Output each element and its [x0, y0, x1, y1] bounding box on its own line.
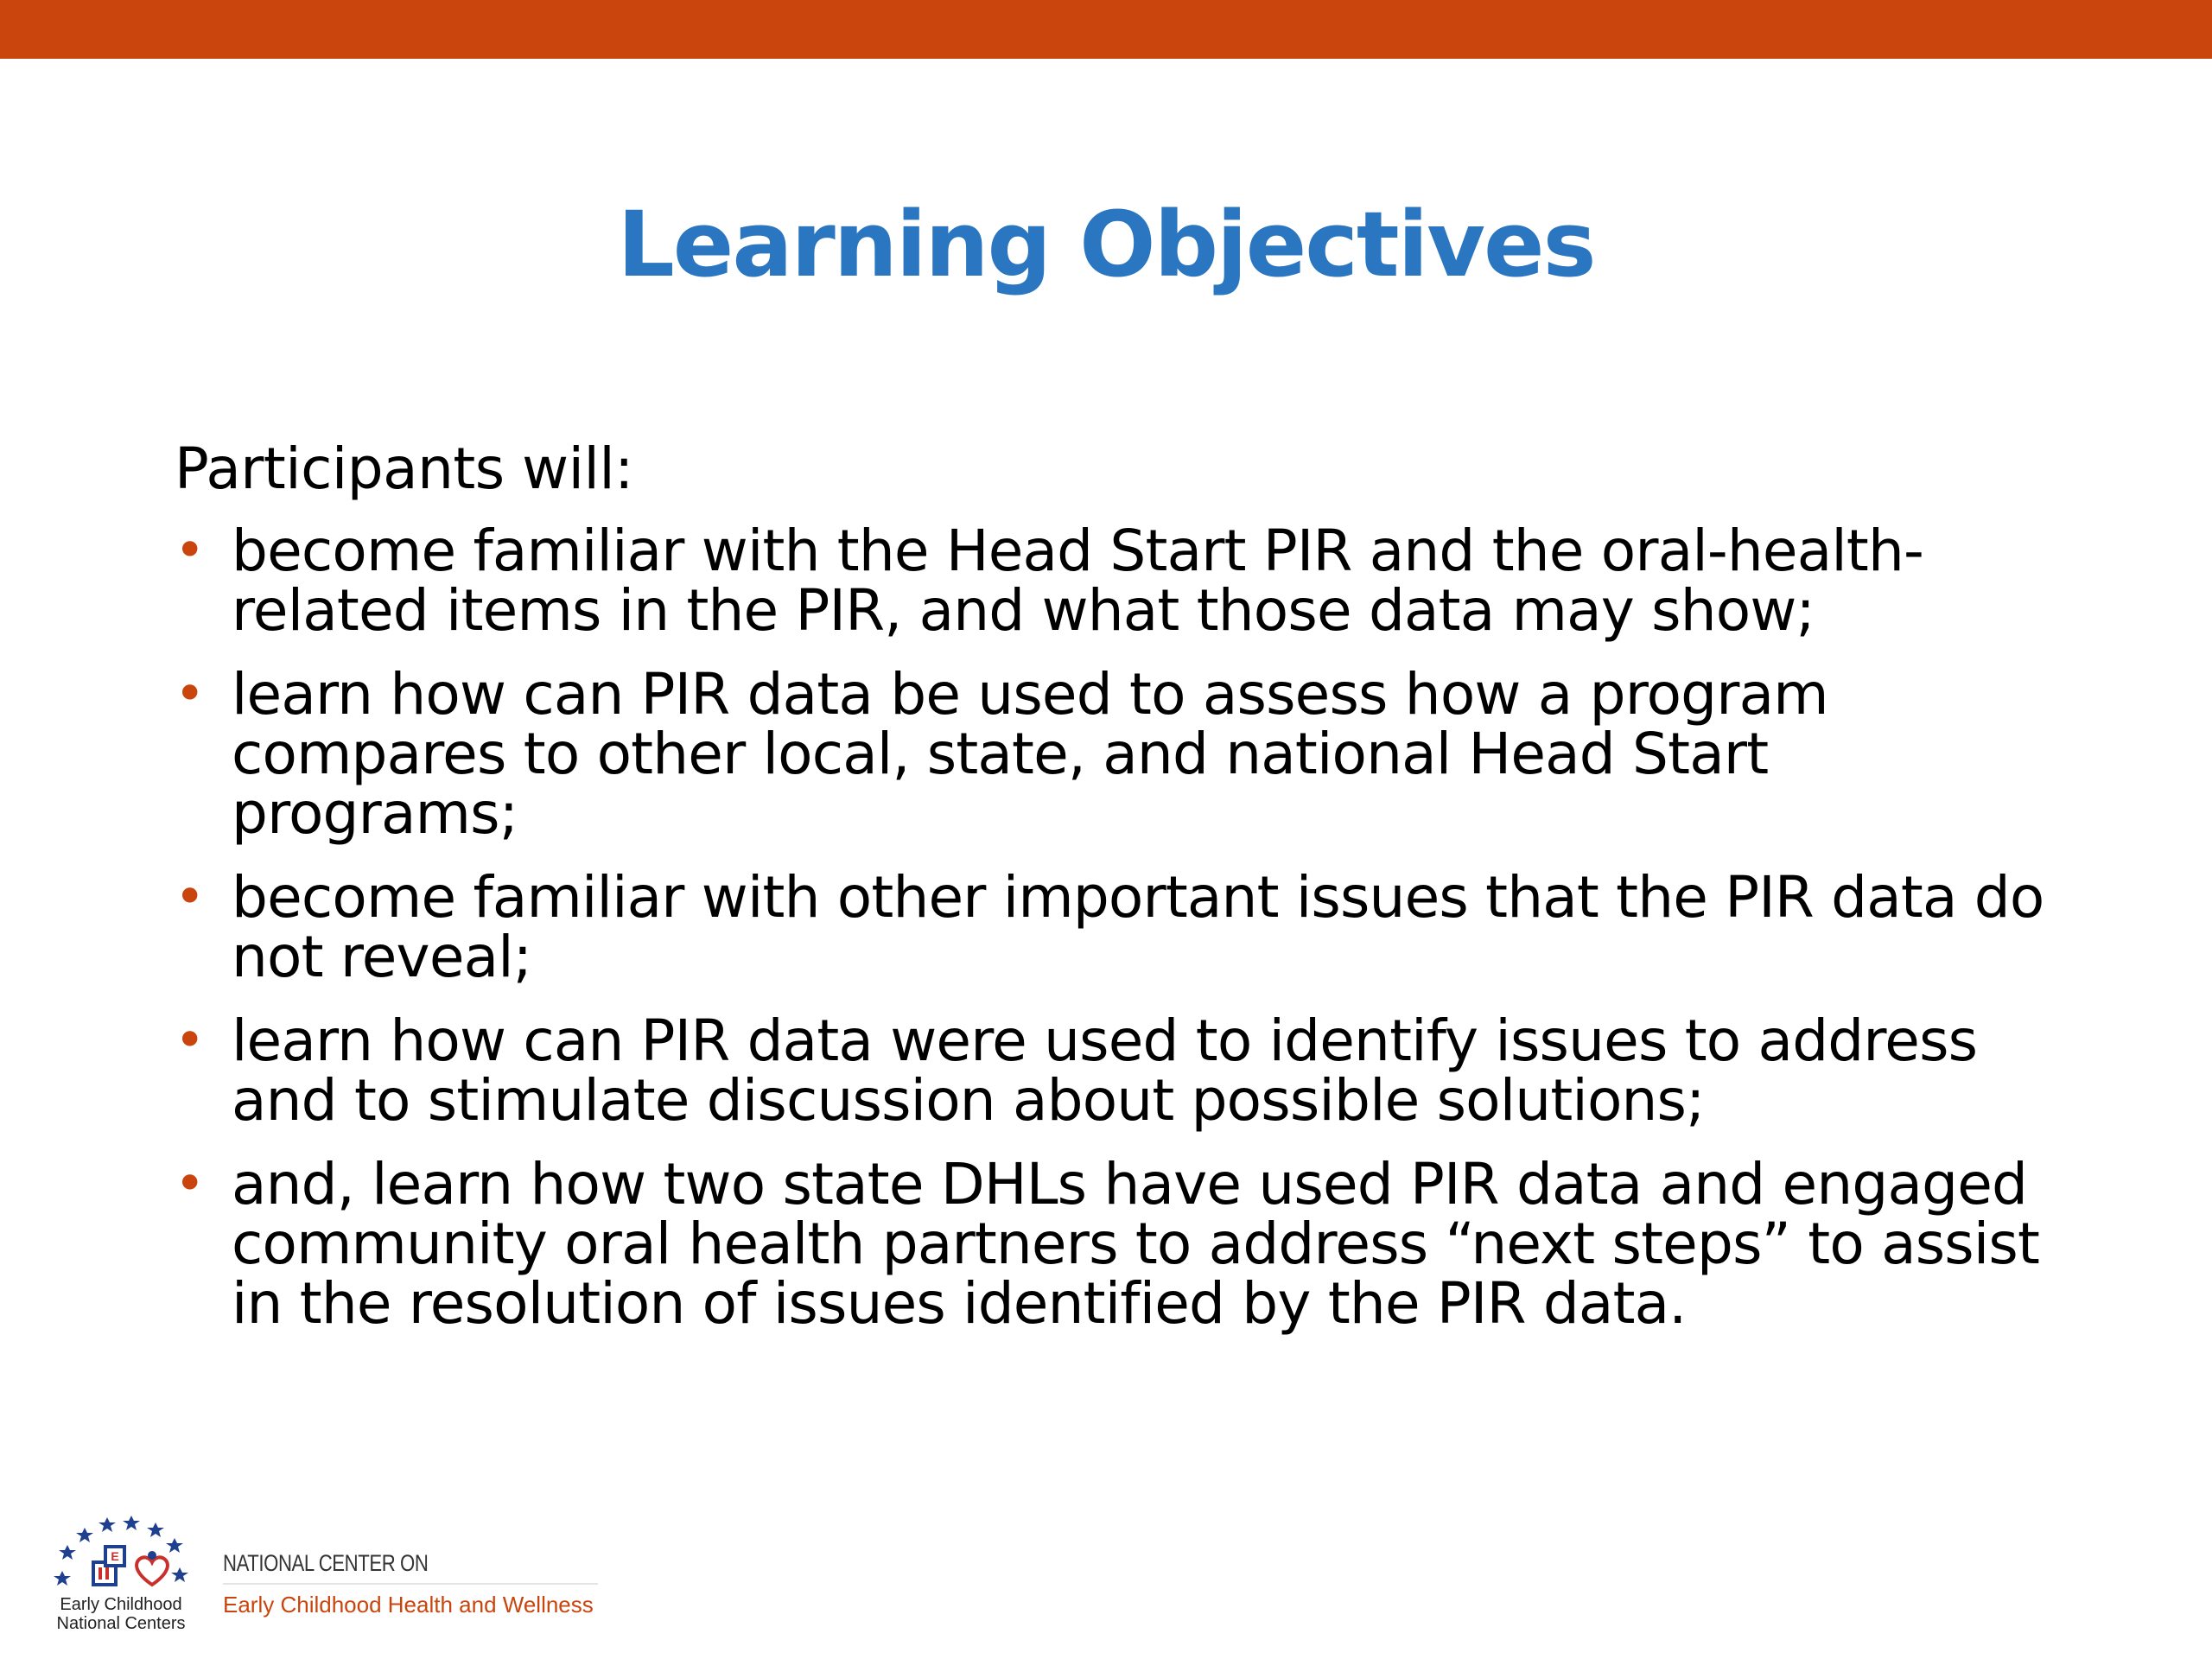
ecnc-line2: National Centers	[56, 1614, 186, 1633]
bullet-icon: •	[175, 1010, 205, 1071]
list-item	[175, 1007, 2058, 1134]
bullet-icon: •	[175, 1154, 205, 1214]
center-divider	[223, 1583, 598, 1585]
intro-text: Participants will:	[175, 435, 633, 502]
list-item-text: become familiar with the Head Start PIR and the oral-health-related items in the PIR, and what those data may show;	[232, 518, 1924, 644]
center-name: Early Childhood Health and Wellness	[223, 1592, 594, 1618]
list-item-text: become familiar with other important issues that the PIR data do not reveal;	[232, 864, 2044, 990]
list-item	[175, 518, 2058, 644]
svg-text:E: E	[111, 1549, 119, 1563]
list-item	[175, 864, 2058, 990]
list-item-text: learn how can PIR data were used to identify issues to address and to stimulate discussion about possible solutions;	[232, 1007, 1978, 1134]
bullet-icon: •	[175, 664, 205, 724]
bullet-icon: •	[175, 867, 205, 927]
ecnc-caption	[35, 1595, 207, 1633]
top-accent-bar	[0, 0, 2212, 59]
objectives-list	[175, 518, 2058, 1337]
list-item	[175, 1151, 2058, 1337]
list-item-text: learn how can PIR data be used to assess how a program compares to other local, state, and national Head Start programs;	[232, 661, 1828, 847]
slide-body	[175, 436, 2058, 1357]
ecnc-line1: Early Childhood	[60, 1595, 182, 1614]
bullet-icon: •	[175, 520, 205, 581]
slide-title: Learning Objectives	[617, 192, 1595, 297]
list-item	[175, 661, 2058, 847]
list-item-text: and, learn how two state DHLs have used PIR data and engaged community oral health partners to address “next steps” to assist in the resolution of issues identified by the PIR data.	[232, 1151, 2040, 1337]
center-prefix: NATIONAL CENTER ON	[223, 1550, 429, 1576]
